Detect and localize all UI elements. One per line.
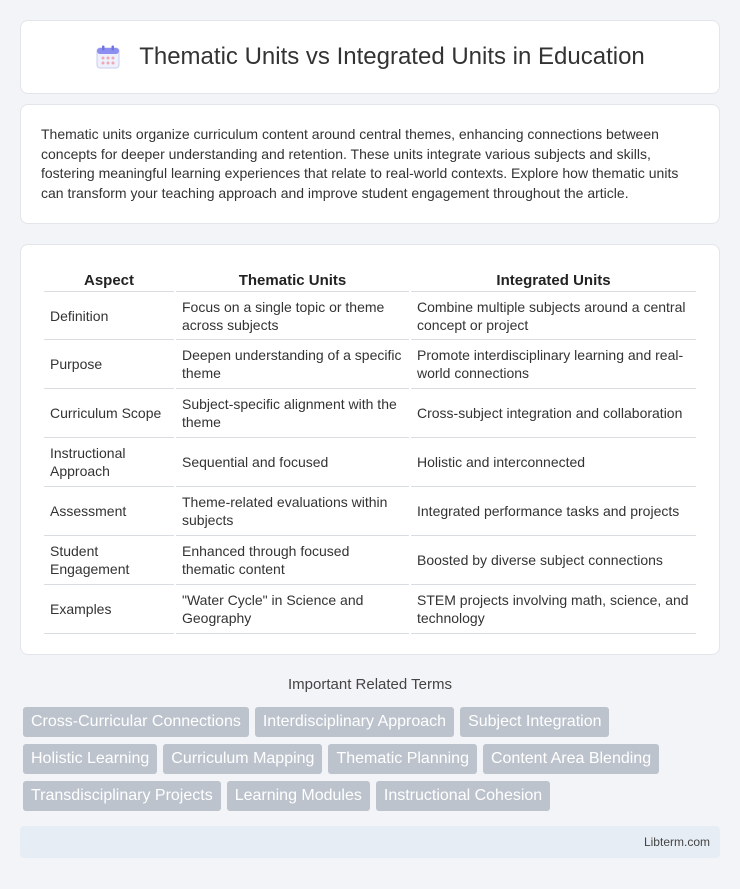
related-term-tag[interactable]: Content Area Blending (483, 744, 659, 774)
footer-site-link[interactable]: Libterm.com (643, 835, 710, 849)
table-cell: Enhanced through focused thematic content (176, 536, 409, 585)
related-term-tag[interactable]: Holistic Learning (23, 744, 157, 774)
table-cell: STEM projects involving math, science, and technology (411, 585, 696, 634)
table-cell: Assessment (44, 487, 174, 536)
table-cell: Deepen understanding of a specific theme (176, 340, 409, 389)
table-cell: Integrated performance tasks and projects (411, 487, 696, 536)
table-cell: Combine multiple subjects around a central concept or project (411, 291, 696, 340)
column-header: Aspect (83, 271, 135, 289)
intro-text: Thematic units organize curriculum content around central themes, enhancing connections between concepts for deeper understanding and retention. These units integrate various subjects and skills, fostering meaningful learning experiences that relate to real-world contexts. Explore how thematic units can transform your teaching approach and improve student engagement throughout the article. (41, 126, 679, 201)
table-row (44, 389, 696, 438)
table-cell: Focus on a single topic or theme across subjects (176, 291, 409, 340)
intro-card (20, 104, 720, 224)
page-title: Thematic Units vs Integrated Units in Education (139, 43, 645, 70)
table-cell: Instructional Approach (44, 438, 174, 487)
related-terms-list (23, 707, 723, 811)
table-header-row (44, 265, 696, 291)
table-row (44, 438, 696, 487)
table-cell: Subject-specific alignment with the theme (176, 389, 409, 438)
table-cell: "Water Cycle" in Science and Geography (176, 585, 409, 634)
column-header: Thematic Units (238, 271, 347, 289)
related-term-tag[interactable]: Instructional Cohesion (376, 781, 550, 811)
table-row (44, 585, 696, 634)
comparison-table-card (20, 244, 720, 655)
table-cell: Purpose (44, 340, 174, 389)
footer (20, 826, 720, 858)
table-cell: Curriculum Scope (44, 389, 174, 438)
related-term-tag[interactable]: Transdisciplinary Projects (23, 781, 221, 811)
table-row (44, 340, 696, 389)
related-terms-title: Important Related Terms (288, 676, 452, 693)
related-term-tag[interactable]: Cross-Curricular Connections (23, 707, 249, 737)
table-cell: Examples (44, 585, 174, 634)
table-cell: Student Engagement (44, 536, 174, 585)
table-cell: Promote interdisciplinary learning and real-world connections (411, 340, 696, 389)
table-row (44, 487, 696, 536)
related-term-tag[interactable]: Learning Modules (227, 781, 370, 811)
related-term-tag[interactable]: Thematic Planning (328, 744, 477, 774)
header (95, 43, 645, 71)
table-cell: Definition (44, 291, 174, 340)
table-row (44, 536, 696, 585)
table-cell: Cross-subject integration and collaboration (411, 389, 696, 438)
table-cell: Theme-related evaluations within subjects (176, 487, 409, 536)
table-cell: Holistic and interconnected (411, 438, 696, 487)
related-term-tag[interactable]: Subject Integration (460, 707, 609, 737)
table-row (44, 291, 696, 340)
related-term-tag[interactable]: Curriculum Mapping (163, 744, 322, 774)
comparison-table (42, 265, 698, 634)
table-cell: Sequential and focused (176, 438, 409, 487)
related-term-tag[interactable]: Interdisciplinary Approach (255, 707, 454, 737)
header-card (20, 20, 720, 94)
column-header: Integrated Units (496, 271, 611, 289)
calendar-icon (95, 44, 121, 70)
table-cell: Boosted by diverse subject connections (411, 536, 696, 585)
